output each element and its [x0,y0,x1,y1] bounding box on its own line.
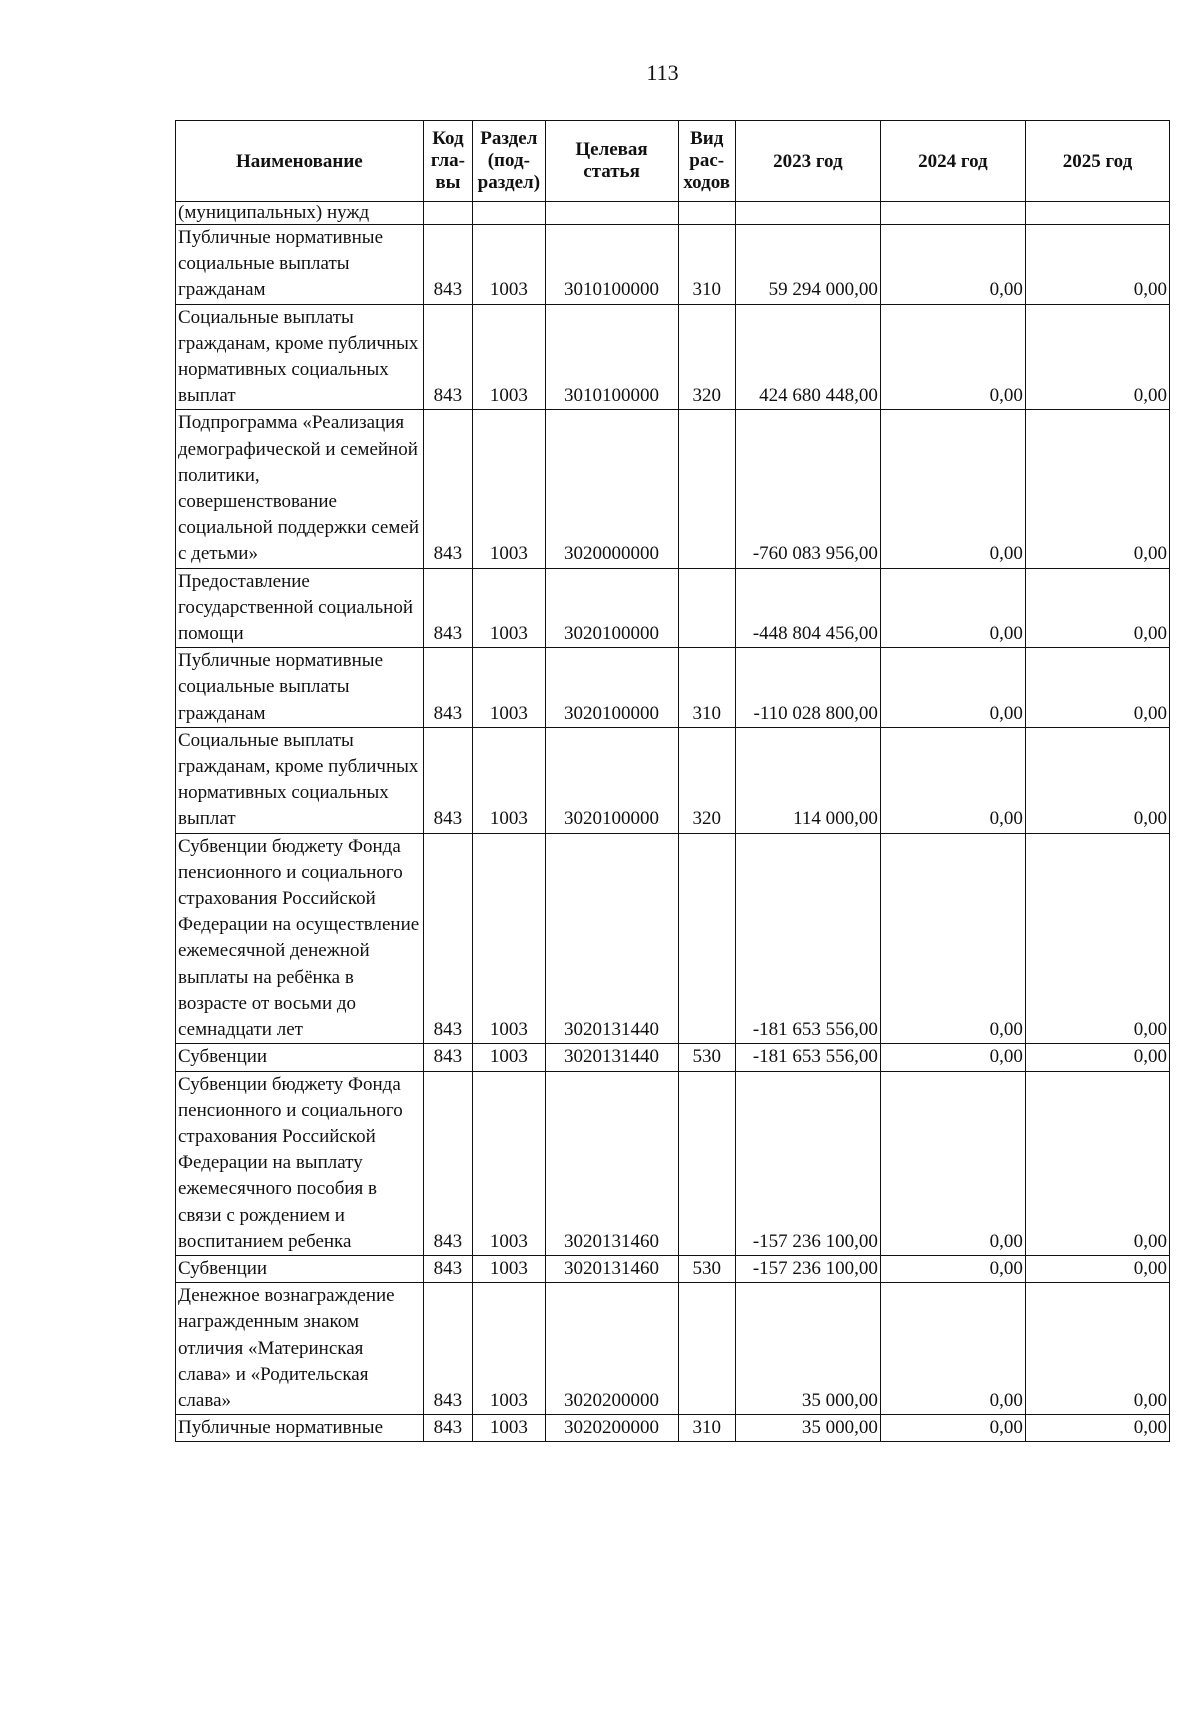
cell-2023: 35 000,00 [735,1415,880,1442]
cell-code [423,202,472,225]
cell-2024: 0,00 [880,833,1025,1044]
table-body [176,202,1170,1442]
table-row [176,304,1170,410]
cell-code: 843 [423,1071,472,1255]
cell-section: 1003 [473,833,546,1044]
table-row [176,568,1170,648]
budget-table [175,120,1170,1442]
cell-section: 1003 [473,225,546,305]
cell-target: 3020131440 [545,1044,678,1071]
cell-target: 3020200000 [545,1415,678,1442]
header-section-line: Раздел [480,128,538,149]
cell-section: 1003 [473,304,546,410]
header-kind-line: ходов [683,172,731,193]
cell-target: 3020131460 [545,1255,678,1282]
cell-2025: 0,00 [1025,568,1169,648]
cell-2024: 0,00 [880,225,1025,305]
table-row [176,202,1170,225]
cell-2024: 0,00 [880,1071,1025,1255]
cell-2024: 0,00 [880,1283,1025,1415]
cell-2024 [880,202,1025,225]
cell-code: 843 [423,648,472,728]
cell-target: 3020100000 [545,648,678,728]
table-row [176,410,1170,568]
header-2023: 2023 год [735,121,880,202]
page-number: 113 [646,60,679,85]
cell-section [473,202,546,225]
cell-section: 1003 [473,568,546,648]
cell-kind: 320 [678,304,735,410]
cell-kind [678,568,735,648]
header-kind [678,121,735,202]
header-row [176,121,1170,202]
cell-kind: 320 [678,727,735,833]
cell-section: 1003 [473,648,546,728]
cell-2023: -181 653 556,00 [735,833,880,1044]
cell-2024: 0,00 [880,304,1025,410]
cell-kind: 530 [678,1255,735,1282]
cell-kind: 310 [678,1415,735,1442]
cell-code: 843 [423,410,472,568]
header-name: Наименование [176,121,424,202]
cell-2024: 0,00 [880,727,1025,833]
header-code [423,121,472,202]
cell-code: 843 [423,833,472,1044]
header-code-line: гла- [430,150,465,171]
table-row [176,1255,1170,1282]
cell-target: 3010100000 [545,304,678,410]
cell-section: 1003 [473,410,546,568]
header-target-line: Целевая [575,139,648,160]
cell-2024: 0,00 [880,568,1025,648]
cell-2025: 0,00 [1025,304,1169,410]
cell-2023: 35 000,00 [735,1283,880,1415]
cell-2025: 0,00 [1025,648,1169,728]
cell-2024: 0,00 [880,1044,1025,1071]
cell-name: Предоставление государственной социальной помощи [176,568,424,648]
cell-target [545,202,678,225]
cell-2025: 0,00 [1025,1283,1169,1415]
cell-name: Субвенции бюджету Фонда пенсионного и социального страхования Российской Федерации на осуществление ежемесячной денежной выплаты на ребёнка в возрасте от восьми до семнадцати лет [176,833,424,1044]
cell-name: Социальные выплаты гражданам, кроме публичных нормативных социальных выплат [176,304,424,410]
cell-2023: -110 028 800,00 [735,648,880,728]
cell-2024: 0,00 [880,1255,1025,1282]
header-kind-line: рас- [689,150,725,171]
cell-code: 843 [423,304,472,410]
cell-name: (муниципальных) нужд [176,202,424,225]
cell-name: Денежное вознаграждение награжденным знаком отличия «Материнская слава» и «Родительская слава» [176,1283,424,1415]
cell-2024: 0,00 [880,1415,1025,1442]
cell-2023: 424 680 448,00 [735,304,880,410]
cell-section: 1003 [473,1255,546,1282]
cell-name: Публичные нормативные [176,1415,424,1442]
table-row [176,1283,1170,1415]
table-row [176,1071,1170,1255]
cell-2025: 0,00 [1025,410,1169,568]
header-code-line: Код [432,128,464,149]
cell-target: 3010100000 [545,225,678,305]
table-row [176,1415,1170,1442]
cell-kind [678,1071,735,1255]
cell-code: 843 [423,225,472,305]
header-target-line: статья [583,161,640,182]
cell-name: Публичные нормативные социальные выплаты гражданам [176,225,424,305]
cell-code: 843 [423,1255,472,1282]
cell-name: Подпрограмма «Реализация демографической и семейной политики, совершенствование социальной поддержки семей с детьми» [176,410,424,568]
cell-name: Социальные выплаты гражданам, кроме публичных нормативных социальных выплат [176,727,424,833]
header-section-line: раздел) [477,172,541,193]
cell-kind [678,833,735,1044]
header-kind-line: Вид [690,128,724,149]
cell-name: Субвенции [176,1044,424,1071]
cell-kind: 310 [678,648,735,728]
cell-kind [678,410,735,568]
cell-2025 [1025,202,1169,225]
cell-2023: -181 653 556,00 [735,1044,880,1071]
cell-name: Субвенции [176,1255,424,1282]
cell-kind [678,202,735,225]
header-2025: 2025 год [1025,121,1169,202]
table-row [176,833,1170,1044]
header-section-line: (под- [487,150,530,171]
cell-2023: 59 294 000,00 [735,225,880,305]
cell-2023: -448 804 456,00 [735,568,880,648]
cell-code: 843 [423,727,472,833]
cell-2023: -760 083 956,00 [735,410,880,568]
cell-2023: 114 000,00 [735,727,880,833]
cell-code: 843 [423,568,472,648]
cell-code: 843 [423,1044,472,1071]
table-row [176,727,1170,833]
cell-2025: 0,00 [1025,225,1169,305]
header-2024: 2024 год [880,121,1025,202]
cell-target: 3020000000 [545,410,678,568]
table-header [176,121,1170,202]
cell-2025: 0,00 [1025,1255,1169,1282]
cell-2023: -157 236 100,00 [735,1255,880,1282]
cell-name: Субвенции бюджету Фонда пенсионного и социального страхования Российской Федерации на выплату ежемесячного пособия в связи с рождением и воспитанием ребенка [176,1071,424,1255]
cell-target: 3020200000 [545,1283,678,1415]
cell-2025: 0,00 [1025,1071,1169,1255]
cell-section: 1003 [473,1283,546,1415]
cell-code: 843 [423,1415,472,1442]
table-row [176,648,1170,728]
cell-2025: 0,00 [1025,1415,1169,1442]
cell-kind: 310 [678,225,735,305]
header-code-line: вы [435,172,461,193]
cell-2025: 0,00 [1025,727,1169,833]
cell-target: 3020100000 [545,568,678,648]
cell-kind: 530 [678,1044,735,1071]
cell-2023: -157 236 100,00 [735,1071,880,1255]
table-row [176,225,1170,305]
cell-section: 1003 [473,1415,546,1442]
header-target [545,121,678,202]
table-row [176,1044,1170,1071]
cell-section: 1003 [473,1044,546,1071]
cell-target: 3020131460 [545,1071,678,1255]
cell-2025: 0,00 [1025,833,1169,1044]
cell-2023 [735,202,880,225]
header-section [473,121,546,202]
cell-target: 3020131440 [545,833,678,1044]
cell-name: Публичные нормативные социальные выплаты гражданам [176,648,424,728]
cell-2024: 0,00 [880,648,1025,728]
cell-kind [678,1283,735,1415]
cell-section: 1003 [473,1071,546,1255]
cell-2025: 0,00 [1025,1044,1169,1071]
cell-2024: 0,00 [880,410,1025,568]
cell-code: 843 [423,1283,472,1415]
cell-section: 1003 [473,727,546,833]
cell-target: 3020100000 [545,727,678,833]
